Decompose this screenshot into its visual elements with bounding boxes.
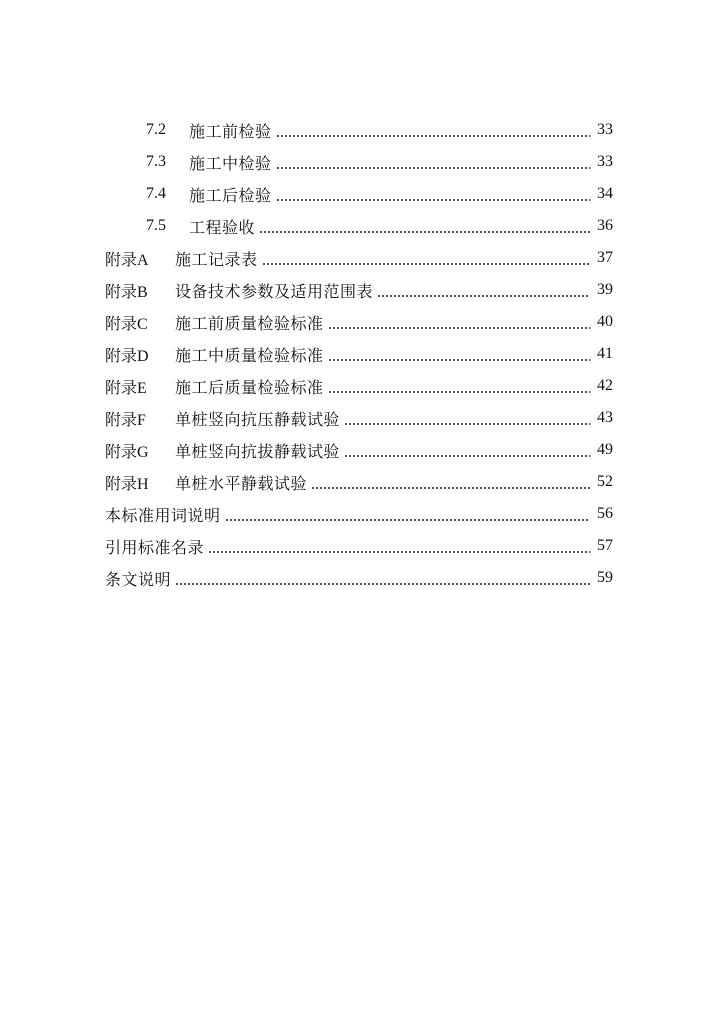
- toc-entry[interactable]: [0, 402, 706, 434]
- toc-entry[interactable]: [0, 210, 706, 242]
- toc-entry-number: 附录E: [105, 379, 147, 397]
- toc-entry-number: 附录H: [105, 475, 149, 493]
- toc-entry-number: 7.5: [146, 217, 166, 234]
- toc-entry-number: 7.3: [146, 153, 166, 170]
- toc-leader-dots: [311, 474, 590, 490]
- toc-entry-title: 施工后检验: [189, 185, 272, 205]
- toc-entry[interactable]: [0, 370, 706, 402]
- toc-entry-number: 7.4: [146, 185, 166, 202]
- toc-entry-title: 引用标准名录: [105, 537, 205, 557]
- toc-entry-title: 条文说明: [105, 569, 172, 589]
- toc-entry[interactable]: [0, 242, 706, 274]
- toc-entry[interactable]: [0, 274, 706, 306]
- toc-entry[interactable]: [0, 114, 706, 146]
- toc-entry-title: 设备技术参数及适用范围表: [175, 281, 374, 301]
- toc-entry-page: 56: [597, 505, 613, 522]
- toc-leader-dots: [276, 122, 590, 138]
- toc-entry-number: 附录A: [105, 251, 149, 269]
- toc-entry-number: 附录D: [105, 347, 149, 365]
- toc-entry-number: 附录C: [105, 315, 148, 333]
- toc-entry-number: 附录G: [105, 443, 149, 461]
- toc-leader-dots: [328, 346, 590, 362]
- toc-entry-page: 34: [597, 185, 613, 202]
- toc-leader-dots: [344, 410, 590, 426]
- toc-entry[interactable]: [0, 338, 706, 370]
- toc-entry-title: 施工中检验: [189, 153, 272, 173]
- toc-entry-title: 施工记录表: [175, 249, 258, 269]
- toc-entry-title: 单桩竖向抗拔静载试验: [175, 441, 341, 461]
- toc-entry-page: 49: [597, 441, 613, 458]
- toc-entry-page: 39: [597, 281, 613, 298]
- toc-entry-page: 57: [597, 537, 613, 554]
- toc-entry[interactable]: [0, 306, 706, 338]
- toc-entry-title: 单桩水平静载试验: [175, 473, 308, 493]
- toc-entry-title: 本标准用词说明: [105, 505, 221, 525]
- toc-entry-page: 40: [597, 313, 613, 330]
- toc-leader-dots: [276, 186, 590, 202]
- toc-entry-title: 施工前质量检验标准: [175, 313, 324, 333]
- toc-leader-dots: [276, 154, 590, 170]
- toc-entry[interactable]: [0, 434, 706, 466]
- toc-entry[interactable]: [0, 466, 706, 498]
- toc-entry-page: 33: [597, 121, 613, 138]
- toc-entry[interactable]: [0, 562, 706, 594]
- toc-entry-title: 工程验收: [189, 217, 256, 237]
- toc-entry-number: 附录B: [105, 283, 148, 301]
- toc-leader-dots: [328, 314, 590, 330]
- toc-entry[interactable]: [0, 498, 706, 530]
- toc-entry[interactable]: [0, 146, 706, 178]
- toc-leader-dots: [225, 506, 590, 522]
- toc-entry[interactable]: [0, 530, 706, 562]
- toc-entry-page: 52: [597, 473, 613, 490]
- toc-entry-number: 附录F: [105, 411, 146, 429]
- toc-leader-dots: [377, 282, 590, 298]
- toc-entry-page: 36: [597, 217, 613, 234]
- toc-entry-page: 37: [597, 249, 613, 266]
- toc-entry-page: 42: [597, 377, 613, 394]
- toc-leader-dots: [208, 538, 590, 554]
- toc-leader-dots: [262, 250, 590, 266]
- toc-entry-title: 施工前检验: [189, 121, 272, 141]
- toc-leader-dots: [344, 442, 590, 458]
- toc-entry-page: 33: [597, 153, 613, 170]
- toc-entry-page: 59: [597, 569, 613, 586]
- toc-leader-dots: [328, 378, 590, 394]
- toc-leader-dots: [259, 218, 590, 234]
- toc-entry-page: 43: [597, 409, 613, 426]
- table-of-contents: [0, 114, 706, 594]
- toc-entry-number: 7.2: [146, 121, 166, 138]
- toc-entry[interactable]: [0, 178, 706, 210]
- toc-entry-title: 单桩竖向抗压静载试验: [175, 409, 341, 429]
- toc-leader-dots: [175, 570, 590, 586]
- toc-entry-title: 施工中质量检验标准: [175, 345, 324, 365]
- toc-entry-title: 施工后质量检验标准: [175, 377, 324, 397]
- toc-entry-page: 41: [597, 345, 613, 362]
